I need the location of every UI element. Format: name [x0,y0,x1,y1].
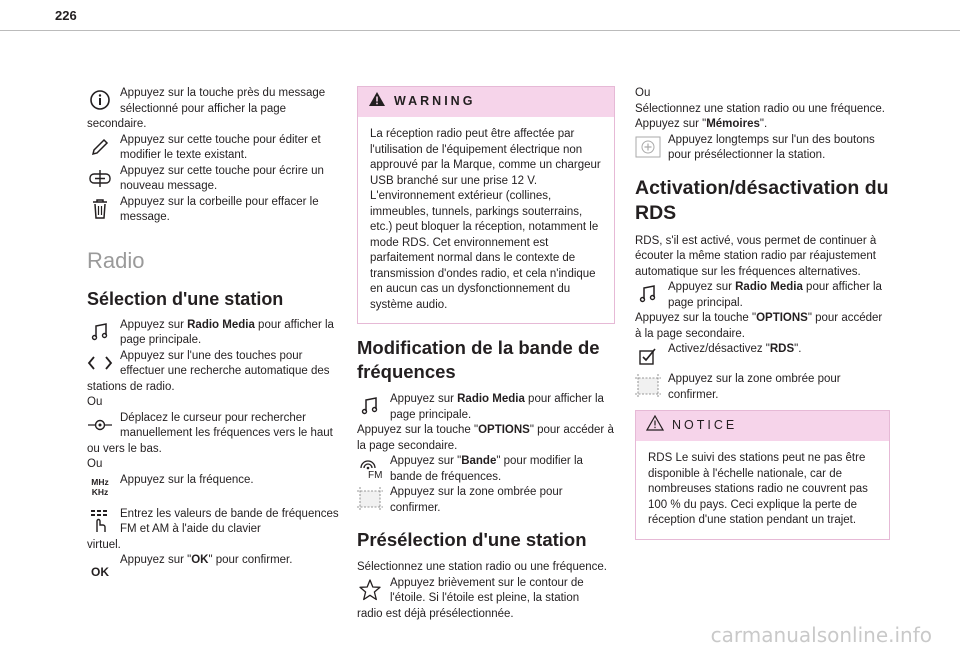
or-text-3: Ou [635,87,651,99]
fm-label: FM [368,470,383,480]
pencil-icon [87,134,113,160]
music-note-icon [87,319,113,345]
seek-instruction [87,349,342,396]
slider-cursor-icon [87,412,113,438]
band-rm-bold: Radio Media [457,393,525,405]
info-text: Appuyez sur la touche près du message sélectionné pour afficher la page [120,87,326,115]
edit-text: Appuyez sur cette touche pour éditer et modifier le texte existant. [120,133,321,161]
column-3 [635,86,890,552]
rds-options-text: Appuyez sur la touche "OPTIONS" pour accéder à la page secondaire. [635,312,883,340]
rds-intro: RDS, s'il est activé, vous permet de continuer à écouter la même station radio par réajustement automatique sur les fréquences alternatives. [635,234,877,278]
seek-text: Appuyez sur l'une des touches pour effectuer une recherche automatique des [120,349,330,377]
new-message-text: Appuyez sur cette touche pour écrire un nouveau message. [120,164,324,192]
notice-triangle-icon [646,415,664,437]
slider-instruction [87,411,342,458]
shaded-zone-icon [357,486,383,512]
radio-media-bold: Radio Media [187,318,255,331]
select-station-text: Sélectionnez une station radio ou une fréquence. [635,102,885,115]
khz-label: KHz [91,486,109,497]
music-note-icon [635,281,661,307]
mhz-khz-icon [87,474,113,500]
band-select-instruction [357,454,615,485]
new-message-instruction [87,164,342,195]
section-title-radio: Radio [87,247,145,273]
rds-rm-post: pour afficher la page principal. [668,281,882,309]
slider-text-cont: ou vers le bas. [87,442,162,455]
column-2 [357,86,615,622]
rds-toggle-pre: Activez/désactivez " [668,343,770,355]
warning-triangle-icon [368,91,386,113]
edit-instruction [87,133,342,164]
chevrons-icon [87,350,113,376]
rds-toggle-instruction [635,342,890,368]
or-text-1: Ou [87,396,103,408]
star-icon [357,577,383,603]
ok-icon: OK [91,565,109,580]
header-rule [0,30,960,31]
band-rm-post: pour afficher la page principale. [390,393,604,421]
radio-media-post: pour afficher la page principale. [120,318,334,346]
trash-text: Appuyez sur la corbeille pour effacer le message. [120,195,319,223]
star-instruction [357,576,615,623]
column-1 [87,86,342,580]
band-options-text: Appuyez sur la touche "OPTIONS" pour accéder à la page secondaire. [357,424,614,452]
radio-media-instruction [87,318,342,349]
long-press-instruction [635,133,890,164]
or-text-2: Ou [87,458,103,470]
notice-title: NOTICE [672,418,738,433]
rds-shaded-text: Appuyez sur la zone ombrée pour confirmer. [668,373,841,401]
rds-shaded-instruction [635,372,890,404]
keypad-touch-icon [87,508,113,534]
ok-pre: Appuyez sur " [120,554,192,566]
band-bold: Bande [461,455,497,467]
band-rm-pre: Appuyez sur [390,393,458,405]
rds-toggle-bold: RDS [769,343,795,355]
heading-rds: Activation/désactivation du RDS [635,176,889,224]
band-radio-media-instruction [357,392,615,423]
shaded-zone-icon [635,373,661,399]
warning-title: WARNING [394,94,476,109]
shaded-confirm-instruction [357,485,615,516]
fm-antenna-icon [357,455,383,481]
frequency-instruction [87,473,342,503]
band-post: " pour modifier la bande de fréquences. [390,455,583,483]
radio-media-pre: Appuyez sur [120,318,188,331]
keyboard-text: Entrez les valeurs de bande de fréquences FM et AM à l'aide du clavier [120,507,339,535]
notice-box [635,410,890,540]
info-instruction [87,86,342,133]
band-pre: Appuyez sur " [390,455,462,467]
warning-body: La réception radio peut être affectée par l'utilisation de l'équipement électrique non approuvé par la Marque, comme un chargeur USB branché sur une prise 12 V. L'environnement extérieur (collines, immeubles, tunnels, parkings souterrains, etc.) peut bloquer la réception, notamment le mode RDS. Cet environnement est parfaitement normal dans le contexte de transmission d'ondes radio, et cela n'indique en aucun cas un dysfonctionnement du système audio. [370,128,601,311]
warning-box [357,86,615,324]
slider-text: Déplacez le curseur pour rechercher manuellement les fréquences vers le haut [120,411,333,439]
seek-text-cont: stations de radio. [87,380,175,393]
mhz-label: MHz [91,476,109,487]
star-text-cont: radio est déjà présélectionnée. [357,607,514,620]
rds-rm-pre: Appuyez sur [668,281,736,293]
heading-band-change: Modification de la bande de fréquences [357,337,600,382]
keyboard-text-cont: virtuel. [87,538,121,551]
star-text: Appuyez brièvement sur le contour de l'étoile. Si l'étoile est pleine, la station [390,576,584,604]
frequency-text: Appuyez sur la fréquence. [120,473,254,486]
rds-toggle-post: ". [794,343,802,355]
rds-radio-media-instruction [635,280,890,311]
ok-post: " pour confirmer. [208,554,293,566]
heading-preset: Présélection d'une station [357,529,587,550]
shaded-confirm-text: Appuyez sur la zone ombrée pour confirmer. [390,486,563,514]
rds-rm-bold: Radio Media [735,281,803,293]
checkbox-icon [635,343,661,369]
watermark: carmanualsonline.info [710,622,932,647]
add-preset-icon [635,134,661,160]
notice-header [636,411,889,441]
info-icon [87,87,113,113]
ok-bold: OK [191,554,209,566]
info-text-cont: secondaire. [87,118,147,130]
memories-text: Appuyez sur "Mémoires". [635,118,768,130]
long-press-text: Appuyez longtemps sur l'un des boutons pour présélectionner la station. [668,133,875,161]
warning-header [358,87,614,117]
preset-select-text: Sélectionnez une station radio ou une fréquence. [357,561,607,573]
ok-instruction [87,553,342,580]
new-message-icon [87,165,113,191]
page-number: 226 [55,8,77,23]
trash-icon [87,196,113,222]
notice-body: RDS Le suivi des stations peut ne pas être disponible à l'échelle nationale, car de nombreuses stations radio ne couvrent pas 100 % du pays. Ceci explique la perte de réception d'une station pendant un trajet. [648,452,868,526]
trash-instruction [87,195,342,226]
keyboard-instruction [87,507,342,554]
heading-station-selection: Sélection d'une station [87,288,284,309]
music-note-icon [357,393,383,419]
